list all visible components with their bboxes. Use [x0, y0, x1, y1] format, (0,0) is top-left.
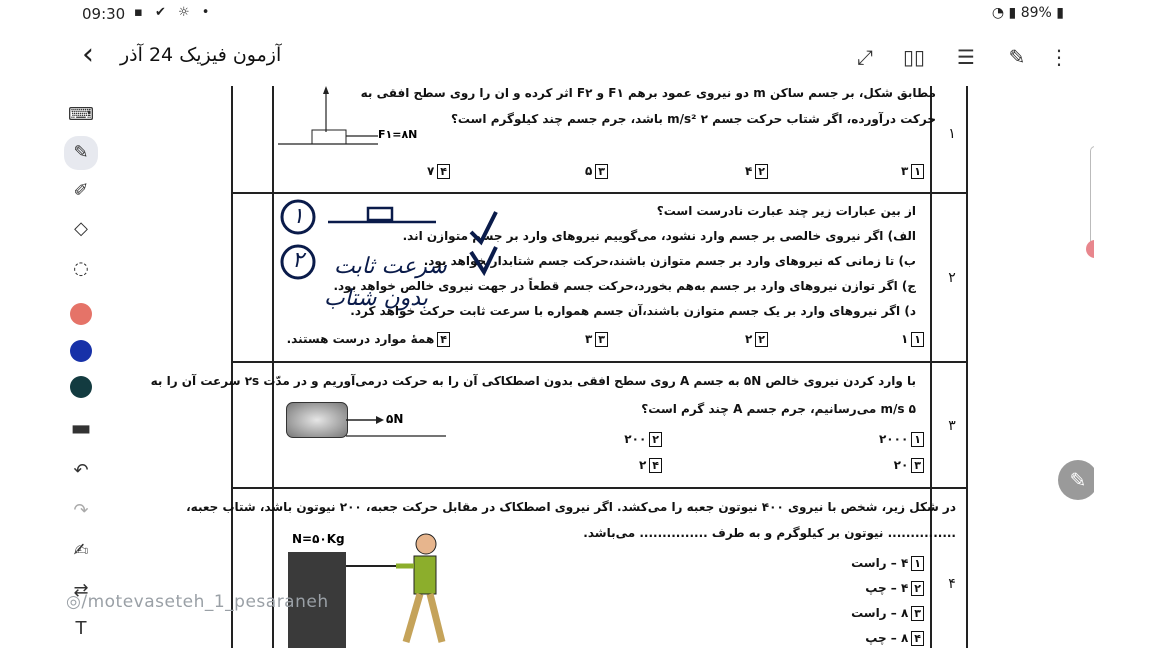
- expand-icon[interactable]: ⤢: [857, 45, 873, 69]
- option[interactable]: ۲۴: [745, 164, 768, 179]
- page-title: آزمون فیزیک 24 آذر: [120, 44, 282, 66]
- question-text: از بین عبارات زیر چند عبارت نادرست است؟: [656, 204, 916, 218]
- person-pulling-figure: [346, 530, 456, 648]
- option[interactable]: ۳۸ – راست: [851, 606, 924, 621]
- option[interactable]: ۲۲: [745, 332, 768, 347]
- app-window: [58, 0, 1094, 648]
- text-style-icon[interactable]: ⇄: [73, 580, 89, 601]
- force-label: ۵N: [386, 412, 404, 426]
- notes-icon[interactable]: ☰: [957, 45, 975, 69]
- option[interactable]: ۲۲۰۰: [624, 432, 662, 447]
- table-line-left: [272, 86, 274, 648]
- side-handle-dot[interactable]: [1086, 240, 1094, 258]
- page-border-right: [966, 86, 968, 648]
- pen-icon[interactable]: ✎: [64, 136, 98, 170]
- status-right: [992, 5, 1064, 21]
- wifi-icon: ◔: [991, 5, 1005, 21]
- row-divider: [231, 487, 968, 489]
- question-text: ب) تا زمانی که نیروهای وارد بر جسم متوازن باشند،حرکت جسم شتابدارنخواهد بود.: [423, 254, 916, 268]
- option[interactable]: ۴۲: [639, 458, 662, 473]
- question-text: ............... نیوتون بر کیلوگرم و به طرف ............... می‌باشد.: [583, 526, 956, 540]
- color-swatch-blue[interactable]: [70, 340, 92, 362]
- book-view-icon[interactable]: ▯▯: [902, 45, 925, 69]
- option[interactable]: ۴همهٔ موارد درست هستند.: [287, 332, 450, 347]
- handwritten-note: سرعت ثابت: [334, 254, 447, 279]
- question-text: با وارد کردن نیروی خالص ۵N به جسم A روی سطح افقی بدون اصطکاکی آن را به حرکت درمی‌آوریم و در مدّت ۲s سرعت آن را به: [150, 374, 916, 388]
- status-time: 09:30: [82, 5, 126, 23]
- option[interactable]: ۳۵: [585, 164, 608, 179]
- side-panel-handle[interactable]: [1090, 146, 1094, 248]
- battery-icon: ▮: [1056, 5, 1064, 21]
- notification-icons: ▪ ✔ ☼ •: [134, 5, 214, 20]
- eraser-icon[interactable]: ◇: [74, 218, 88, 239]
- question-text: حرکت درآورده، اگر شتاب حرکت جسم ۲ m/s² باشد، جرم جسم چند کیلوگرم است؟: [450, 112, 936, 126]
- pen-settings-icon[interactable]: ✍: [73, 540, 89, 561]
- attach-icon[interactable]: ✎: [1008, 45, 1026, 69]
- handwritten-number: ۱: [292, 204, 304, 229]
- status-bar: [58, 0, 1094, 28]
- page-border-left: [231, 86, 233, 648]
- question-text: ج) اگر توازن نیروهای وارد بر جسم به‌هم بخورد،حرکت جسم قطعاً در جهت نیروی خالص خواهد بود.: [333, 279, 916, 293]
- exam-page[interactable]: [150, 86, 1008, 648]
- watermark: ◎/motevaseteh_1_pesaraneh: [66, 592, 329, 612]
- option[interactable]: ۱۴ – راست: [851, 556, 924, 571]
- question-text: در شکل زیر، شخص با نیروی ۴۰۰ نیوتون جعبه را می‌کشد. اگر نیروی اصطکاک در مقابل حرکت جعبه، ۲۰۰ نیوتون باشد، شتاب جعبه،: [186, 500, 956, 514]
- back-icon[interactable]: ‹: [82, 37, 94, 72]
- mass-label: N=۵۰Kg: [292, 532, 345, 546]
- edit-fab-icon[interactable]: ✎: [1058, 460, 1094, 500]
- more-options-icon[interactable]: ⋮: [1049, 45, 1069, 69]
- question-number: ۱: [948, 126, 956, 142]
- option[interactable]: ۳۲۰: [894, 458, 924, 473]
- option[interactable]: ۱۳: [901, 164, 924, 179]
- highlighter-icon[interactable]: ✐: [73, 180, 89, 201]
- lasso-icon[interactable]: ◌: [73, 258, 89, 279]
- option[interactable]: ۴۷: [427, 164, 450, 179]
- redo-icon[interactable]: ↷: [73, 500, 89, 521]
- question-text: ۵ m/s می‌رسانیم، جرم جسم A چند گرم است؟: [641, 402, 916, 416]
- battery-level: 89%: [1020, 5, 1052, 21]
- option[interactable]: ۳۳: [585, 332, 608, 347]
- question-number: ۳: [948, 418, 956, 434]
- text-tool-icon[interactable]: T: [75, 618, 87, 639]
- option[interactable]: ۴۸ – چپ: [865, 631, 924, 646]
- handwritten-note: بدون شتاب: [324, 286, 428, 311]
- question-number: ۲: [948, 270, 956, 286]
- question-text: مطابق شکل، بر جسم ساکن m دو نیروی عمود برهم F۱ و F۲ اثر کرده و ان را روی سطح افقی به: [360, 86, 936, 100]
- option[interactable]: ۱۱: [901, 332, 924, 347]
- question-text: د) اگر نیروهای وارد بر یک جسم متوازن باشند،آن جسم همواره با سرعت ثابت حرکت خواهد کرد.: [350, 304, 916, 318]
- block-figure: [286, 402, 348, 438]
- color-swatch-red[interactable]: [70, 303, 92, 325]
- app-bar: [58, 28, 1094, 86]
- row-divider: [231, 361, 968, 363]
- undo-icon[interactable]: ↶: [73, 460, 89, 481]
- question-text: الف) اگر نیروی خالصی بر جسم وارد نشود، می‌گوییم نیروهای وارد بر جسم متوازن اند.: [402, 229, 916, 243]
- option[interactable]: ۱۲۰۰۰: [879, 432, 924, 447]
- color-swatch-dark-teal[interactable]: [70, 376, 92, 398]
- drawing-toolbar: [58, 86, 102, 648]
- force-label: F۱=۸N: [378, 128, 418, 141]
- signal-icon: ▮: [1008, 5, 1017, 21]
- handwritten-number: ۲: [292, 248, 304, 273]
- stroke-width-icon[interactable]: ▬: [70, 416, 92, 441]
- question-number: ۴: [948, 576, 956, 592]
- keyboard-icon[interactable]: ⌨: [68, 104, 94, 125]
- option[interactable]: ۲۴ – چپ: [865, 581, 924, 596]
- table-line-right: [930, 86, 932, 648]
